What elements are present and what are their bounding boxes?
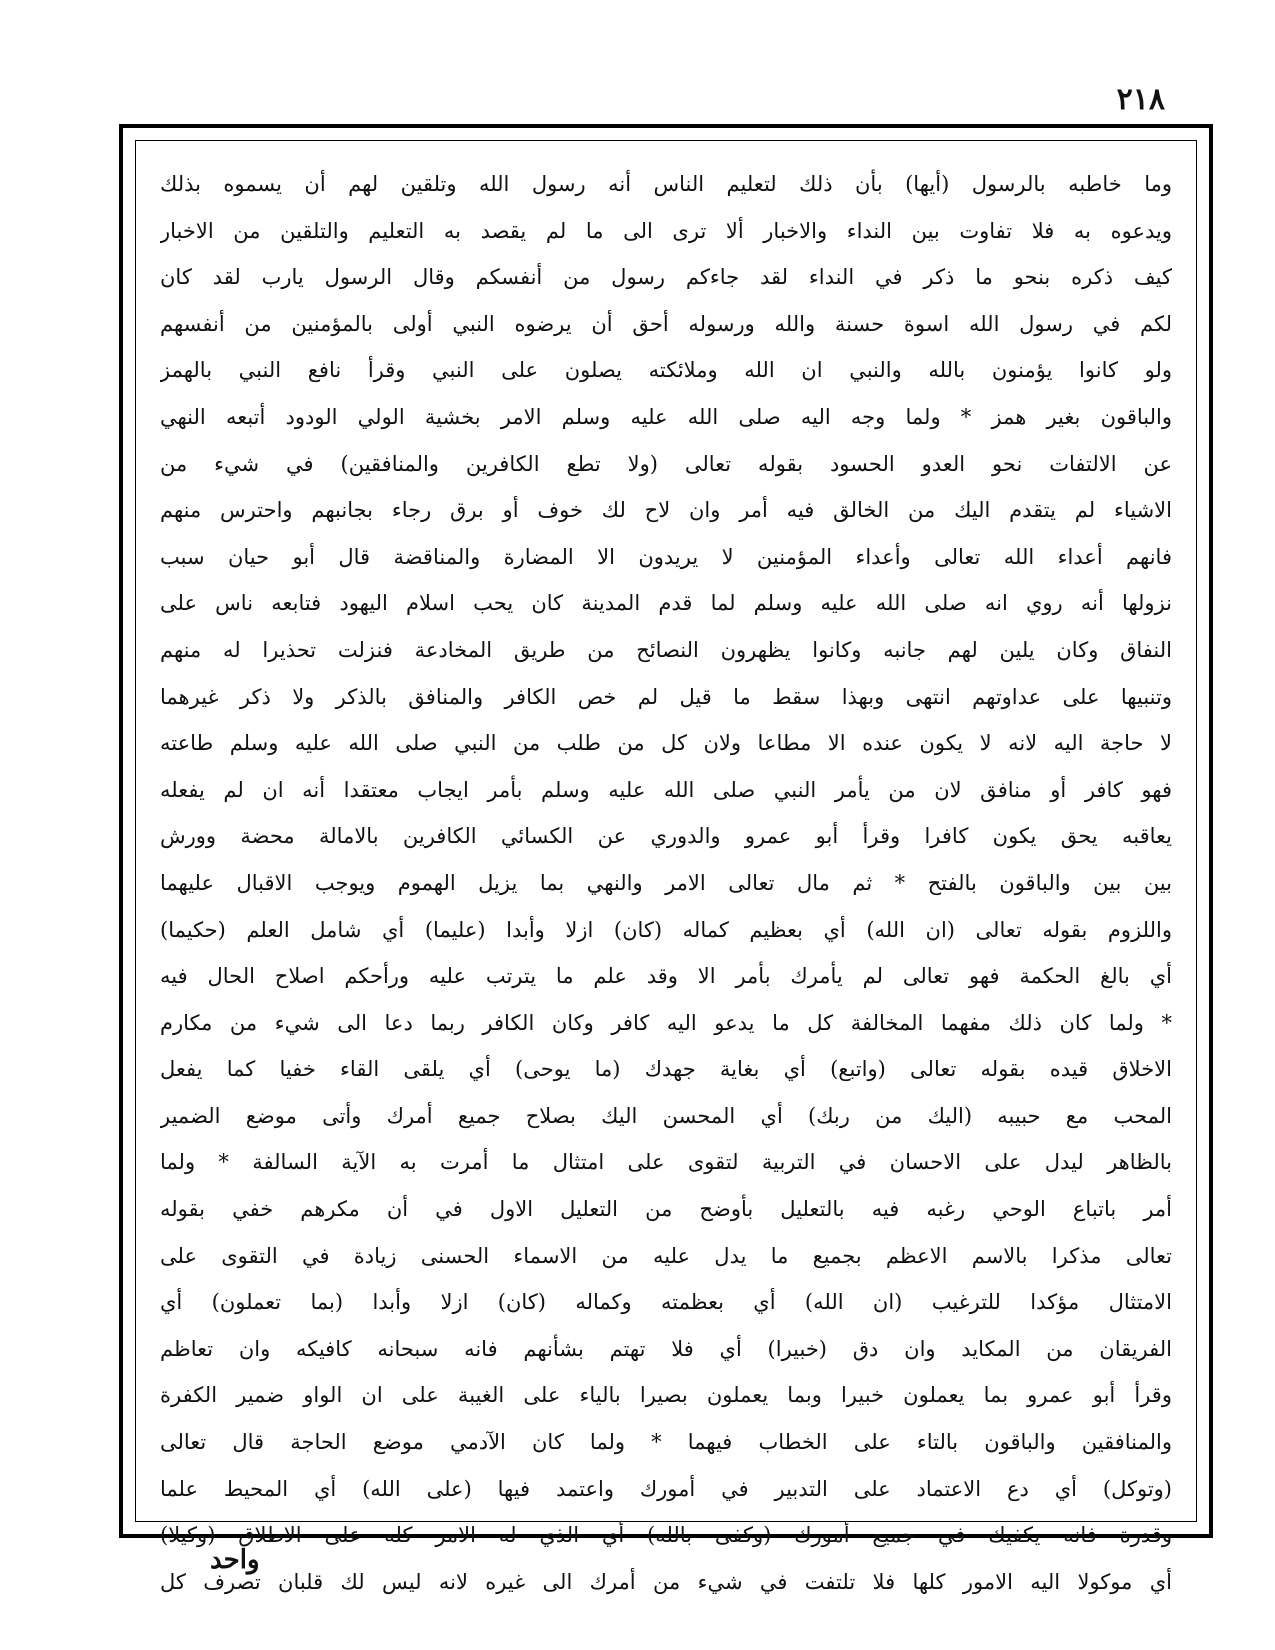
text-line: كيف ذكره بنحو ما ذكر في النداء لقد جاءكم رسول من أنفسكم وقال الرسول يارب لقد كان xyxy=(160,265,1172,290)
text-line: (وتوكل) أي دع الاعتماد على التدبير في أمورك واعتمد فيها (على الله) أي المحيط علما xyxy=(160,1476,1172,1501)
text-line: لا حاجة اليه لانه لا يكون عنده الا مطاعا ولان كل من طلب من النبي صلى الله عليه وسلم طاعته xyxy=(160,731,1172,756)
text-line: أمر باتباع الوحي رغبه فيه بالتعليل بأوضح من التعليل الاول في أن مكرهم خفي بقوله xyxy=(160,1197,1172,1222)
text-line: وما خاطبه بالرسول (أيها) بأن ذلك لتعليم الناس أنه رسول الله وتلقين لهم أن يسموه بذلك xyxy=(160,172,1172,196)
text-line: والباقون بغير همز * ولما وجه اليه صلى الله عليه وسلم الامر بخشية الولي الودود أتبعه النهي xyxy=(160,404,1172,429)
text-line: أي بالغ الحكمة فهو تعالى لم يأمرك بأمر الا وقد علم ما يترتب عليه ورأحكم اصلاح الحال فيه xyxy=(160,964,1172,989)
text-line: وتنبيها على عداوتهم انتهى وبهذا سقط ما قيل لم خص الكافر والمنافق بالذكر ولا ذكر غيرهما xyxy=(160,684,1172,709)
text-line: الاشياء لم يتقدم اليك من الخالق فيه أمر وان لاح لك خوف أو برق رجاء بجانبهم واحترس منهم xyxy=(160,498,1172,523)
text-line: يعاقبه يحق يكون كافرا وقرأ أبو عمرو والدوري عن الكسائي الكافرين بالامالة محضة وورش xyxy=(160,824,1172,849)
text-line: الاخلاق قيده بقوله تعالى (واتبع) أي بغاية جهدك (ما يوحى) أي يلقى القاء خفيا كما يفعل xyxy=(160,1057,1172,1082)
text-line: ولو كانوا يؤمنون بالله والنبي ان الله وملائكته يصلون على النبي وقرأ نافع النبي بالهمز xyxy=(160,358,1172,383)
page-number: ٢١٨ xyxy=(1116,82,1165,117)
text-line: ويدعوه به فلا تفاوت بين النداء والاخبار ألا ترى الى ما لم يقصد به التعليم والتلقين من الاخبار xyxy=(160,218,1172,243)
text-line: وقرأ أبو عمرو بما يعملون خبيرا وبما يعملون بصيرا بالياء على الغيبة على ان الواو ضمير الكفرة xyxy=(160,1383,1172,1408)
text-line: تعالى مذكرا بالاسم الاعظم بجميع ما يدل عليه من الاسماء الحسنى زيادة في التقوى على xyxy=(160,1243,1172,1268)
text-line: بين بين والباقون بالفتح * ثم مال تعالى الامر والنهي بما يزيل الهموم ويوجب الاقبال عليهما xyxy=(160,870,1172,895)
text-line: لكم في رسول الله اسوة حسنة والله ورسوله أحق أن يرضوه النبي أولى بالمؤمنين من أنفسهم xyxy=(160,311,1172,336)
catchword: واحد xyxy=(210,1545,260,1575)
text-line: الامتثال مؤكدا للترغيب (ان الله) أي بعظمته وكماله (كان) ازلا وأبدا (بما تعملون) أي xyxy=(160,1290,1172,1315)
text-line: * ولما كان ذلك مفهما المخالفة كل ما يدعو اليه كافر وكان الكافر ربما دعا الى شيء من مكارم xyxy=(160,1010,1172,1035)
text-line: الفريقان من المكايد وان دق (خبيرا) أي فلا تهتم بشأنهم فانه سبحانه كافيكه وان تعاظم xyxy=(160,1336,1172,1361)
text-line: النفاق وكان يلين لهم جانبه وكانوا يظهرون النصائح من طريق المخادعة فنزلت تحذيرا له منهم xyxy=(160,637,1172,662)
text-line: نزولها أنه روي انه صلى الله عليه وسلم لما قدم المدينة كان يحب اسلام اليهود فتابعه ناس على xyxy=(160,591,1172,616)
text-line: وقدرة فانه يكفيك في جميع أمورك (وكفى بالله) أي الذي له الامر كله على الاطلاق (وكيلا) xyxy=(160,1523,1172,1548)
text-line: بالظاهر ليدل على الاحسان في التربية لتقوى على امتثال ما أمرت به الآية السالفة * ولما xyxy=(160,1150,1172,1175)
text-line: فانهم أعداء الله تعالى وأعداء المؤمنين لا يريدون الا المضارة والمناقضة قال أبو حيان سبب xyxy=(160,544,1172,569)
text-line: فهو كافر أو منافق لان من يأمر النبي صلى الله عليه وسلم بأمر ايجاب معتقدا أنه ان لم يفعله xyxy=(160,777,1172,802)
text-line: واللزوم بقوله تعالى (ان الله) أي بعظيم كماله (كان) ازلا وأبدا (عليما) أي شامل العلم (حكيما) xyxy=(160,917,1172,942)
text-line: المحب مع حبيبه (اليك من ربك) أي المحسن اليك بصلاح جميع أمرك وأتى موضع الضمير xyxy=(160,1103,1172,1128)
text-line: والمنافقين والباقون بالتاء على الخطاب فيهما * ولما كان الآدمي موضع الحاجة قال تعالى xyxy=(160,1430,1172,1455)
text-line: أي موكولا اليه الامور كلها فلا تلتفت في شيء من أمرك الى غيره لانه ليس لك قلبان تصرف كل xyxy=(160,1569,1172,1594)
text-line: عن الالتفات نحو العدو الحسود بقوله تعالى (ولا تطع الكافرين والمنافقين) في شيء من xyxy=(160,451,1172,476)
